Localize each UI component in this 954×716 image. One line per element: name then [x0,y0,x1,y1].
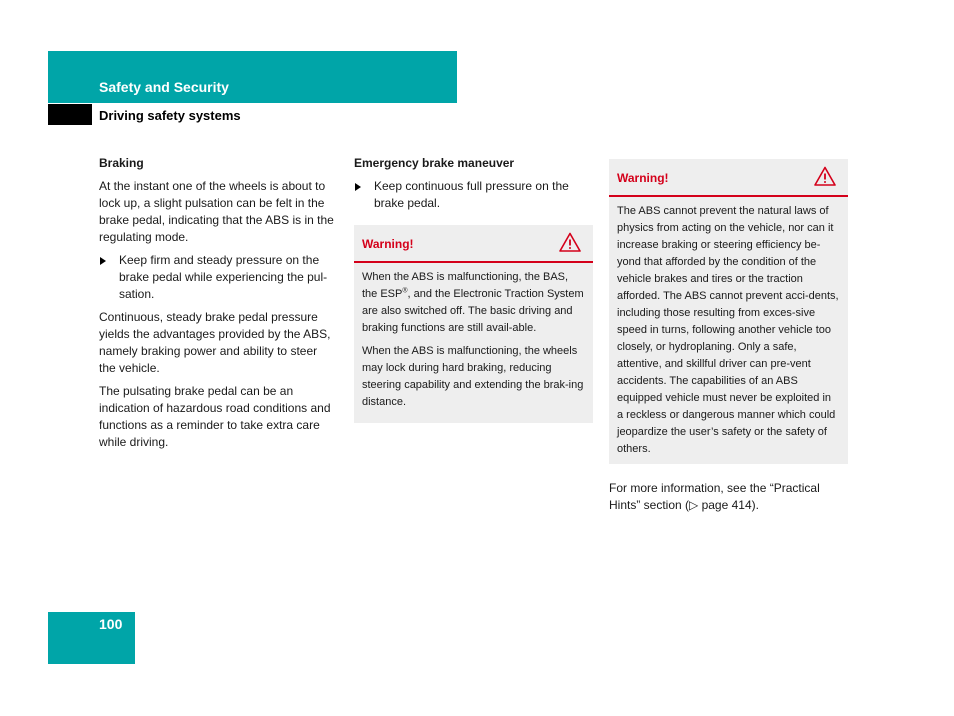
warning-box [609,159,848,464]
subsection-title: Driving safety systems [99,108,241,123]
section-marker [48,104,92,125]
warning-box [354,225,593,423]
warning-paragraph: When the ABS is malfunctioning, the BAS, the ESP®, and the Electronic Traction System are also switched off. The basic driving and braking functions are still avail-able. [362,271,584,334]
warning-triangle-icon [559,232,581,252]
bullet-arrow-icon [355,183,361,191]
column-emergency-brake [354,155,592,423]
warning-triangle-icon [814,166,836,186]
warning-paragraph: When the ABS is malfunctioning, the wheels may lock during hard braking, reducing steering capability and extending the brak-ing distance. [362,345,584,408]
info-reference: For more information, see the “Practical Hints” section (▷ page 414). [609,481,820,512]
warning-body [609,197,848,464]
warning-label: Warning! [617,171,669,185]
warning-header [354,225,593,263]
bullet-arrow-icon [100,257,106,265]
bullet-text: Keep continuous full pressure on the brake pedal. [374,179,569,210]
paragraph: Continuous, steady brake pedal pressure yields the advantages provided by the ABS, namely braking power and ability to steer the vehicle. [99,310,331,375]
paragraph: The pulsating brake pedal can be an indication of hazardous road conditions and functions as a reminder to take extra care while driving. [99,384,331,449]
bullet-item [99,252,337,303]
section-title: Safety and Security [99,79,229,95]
section-header-bar [48,51,457,103]
paragraph: At the instant one of the wheels is about to lock up, a slight pulsation can be felt in the brake pedal, indicating that the ABS is in the regulating mode. [99,179,334,244]
page-number: 100 [99,616,123,632]
column-warning-info [609,159,847,520]
column-braking [99,155,337,457]
warning-body [354,263,593,423]
heading-braking: Braking [99,156,144,170]
heading-emergency-brake: Emergency brake maneuver [354,156,515,170]
warning-label: Warning! [362,237,414,251]
warning-paragraph: The ABS cannot prevent the natural laws of physics from acting on the vehicle, nor can it increase braking or steering efficiency be-yond that afforded by the condition of the vehicle brakes and tires or the traction afforded. The ABS cannot prevent acci-dents, including those resulting from exces-sive speed in turns, following another vehicle too closely, or hydroplaning. Only a safe, attentive, and skillful driver can pre-vent accidents. The capabilities of an ABS equipped vehicle must never be exploited in a reckless or dangerous manner which could jeopardize the user’s safety or the safety of others. [617,205,839,455]
warning-header [609,159,848,197]
bullet-item [354,178,592,212]
bullet-text: Keep firm and steady pressure on the brake pedal while experiencing the pul-sation. [119,253,328,301]
